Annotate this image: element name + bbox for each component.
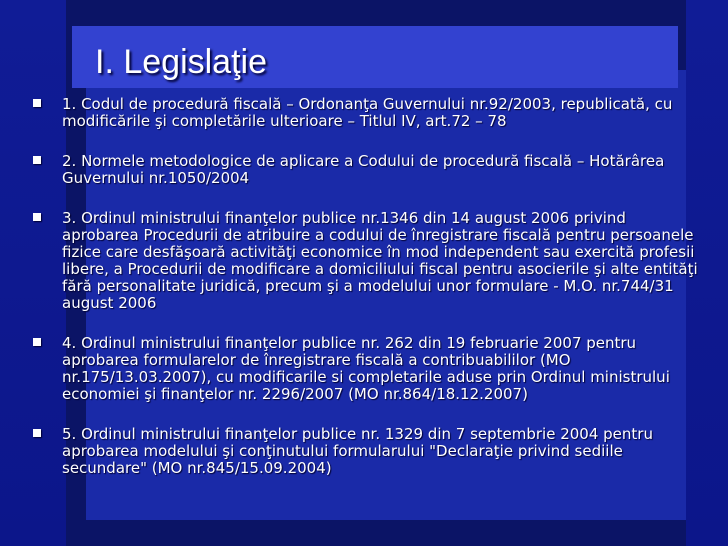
square-bullet-icon: [33, 156, 41, 164]
bullet-list: [30, 96, 698, 477]
list-item-text: 1. Codul de procedură fiscală – Ordonanţa Guvernului nr.92/2003, republicată, cu modificările şi completările ulterioare – Titlul IV, art.72 – 78: [62, 95, 673, 130]
list-item-text: 3. Ordinul ministrului finanţelor publice nr.1346 din 14 august 2006 privind aprobarea Procedurii de atribuire a codului de înregistrare fiscală pentru persoanele fizice care desfăşoară activităţi economice în mod independent sau exercită profesii libere, a Procedurii de modificare a domiciliului fiscal pentru asocierile şi alte entităţi fără personalitate juridică, precum şi a modelului unor formulare - M.O. nr.744/31 august 2006: [62, 209, 698, 312]
list-item-text: 4. Ordinul ministrului finanţelor publice nr. 262 din 19 februarie 2007 pentru aprobarea formularelor de înregistrare fiscală a contribuabililor (MO nr.175/13.03.2007), cu modificarile si completarile aduse prin Ordinul ministrului economiei şi finanţelor nr. 2296/2007 (MO nr.864/18.12.2007): [62, 334, 670, 403]
list-item: [30, 426, 698, 477]
list-item: [30, 210, 698, 312]
square-bullet-icon: [33, 338, 41, 346]
list-item-text: 2. Normele metodologice de aplicare a Codului de procedură fiscală – Hotărârea Guvernului nr.1050/2004: [62, 152, 665, 187]
square-bullet-icon: [33, 429, 41, 437]
square-bullet-icon: [33, 213, 41, 221]
list-item: [30, 335, 698, 403]
list-item: [30, 96, 698, 130]
list-item: [30, 153, 698, 187]
list-item-text: 5. Ordinul ministrului finanţelor publice nr. 1329 din 7 septembrie 2004 pentru aprobarea modelului şi conţinutului formularului "Declaraţie privind sediile secundare" (MO nr.845/15.09.2004): [62, 425, 653, 477]
square-bullet-icon: [33, 99, 41, 107]
slide-title: I. Legislaţie: [95, 43, 267, 81]
